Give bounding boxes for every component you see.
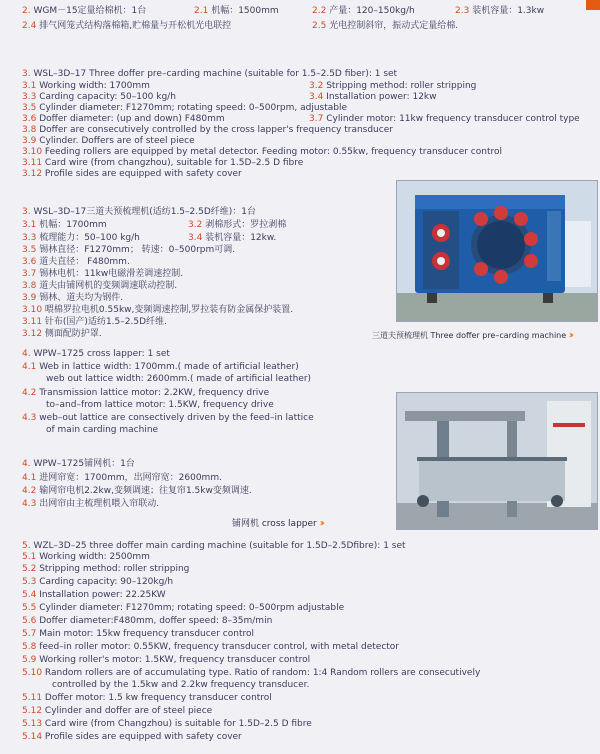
s3cn-title: 3. WSL–3D–17三道夫预梳理机(适纺1.5–2.5D纤维)：1台 xyxy=(22,207,257,217)
s5-1: 5.1 Working width: 2500mm xyxy=(22,552,150,562)
s3cn-7: 3.7 锡林电机：11kw电磁滑差调速控制. xyxy=(22,269,184,279)
s5-9: 5.9 Working roller's motor: 1.5KW, frequency transducer control xyxy=(22,655,311,665)
s3-7: 3.7 Cylinder motor: 11kw frequency transducer control type xyxy=(309,114,580,124)
line-2-2: 2.2 产量：120–150kg/h xyxy=(312,6,415,16)
s3-10: 3.10 Feeding rollers are equipped by metal detector. Feeding motor: 0.55kw, frequency transducer control xyxy=(22,147,503,157)
s4-2a: 4.2 Transmission lattice motor: 2.2KW, frequency drive xyxy=(22,388,270,398)
s4-1a: 4.1 Web in lattice width: 1700mm.( made of artificial leather) xyxy=(22,362,299,372)
s3cn-5: 3.5 锡林直径：F1270mm； 转速：0–500rpm可调. xyxy=(22,245,236,255)
s5-6: 5.6 Doffer diameter:F480mm, doffer speed: 8–35m/min xyxy=(22,616,273,626)
s4-2b: to–and–from lattice motor: 1.5KW, frequency drive xyxy=(46,400,274,410)
cross-lapper-caption: 铺网机 cross lapper ›› xyxy=(232,518,322,529)
s5-13: 5.13 Card wire (from Changzhou) is suitable for 1.5D–2.5 D fibre xyxy=(22,719,312,729)
s3-12: 3.12 Profile sides are equipped with safety cover xyxy=(22,169,242,179)
s5-11: 5.11 Doffer motor: 1.5 kw frequency transducer control xyxy=(22,693,272,703)
s4-1b: web out lattice width: 2600mm.( made of artificial leather) xyxy=(46,374,312,384)
s5-3: 5.3 Carding capacity: 90–120kg/h xyxy=(22,577,174,587)
s5-14: 5.14 Profile sides are equipped with safety cover xyxy=(22,732,242,742)
s3-1: 3.1 Working width: 1700mm xyxy=(22,81,150,91)
s3-9: 3.9 Cylinder. Doffers are of steel piece xyxy=(22,136,195,146)
s5-7: 5.7 Main motor: 15kw frequency transducer control xyxy=(22,629,254,639)
s3cn-3: 3.3 梳理能力：50–100 kg/h xyxy=(22,233,140,243)
s3cn-6: 3.6 道夫直径： F480mm. xyxy=(22,257,130,267)
s3cn-1: 3.1 机幅：1700mm xyxy=(22,220,107,230)
s5-5: 5.5 Cylinder diameter: F1270mm; rotating speed: 0–500rpm adjustable xyxy=(22,603,345,613)
s3-5: 3.5 Cylinder diameter: F1270mm; rotating speed: 0–500rpm, adjustable xyxy=(22,103,348,113)
s3-11: 3.11 Card wire (from changzhou), suitable for 1.5D–2.5 D fibre xyxy=(22,158,304,168)
s5-10b: controlled by the 1.5kw and 2.2kw frequency transducer. xyxy=(52,680,310,690)
s4-3a: 4.3 web–out lattice are consectively driven by the feed–in lattice xyxy=(22,413,314,423)
s3-2: 3.2 Stripping method: roller stripping xyxy=(309,81,477,91)
s4cn-3: 4.3 出网帘由主梳理机喂入帘联动. xyxy=(22,499,160,509)
s5-4: 5.4 Installation power: 22.25KW xyxy=(22,590,166,600)
cross-lapper-image xyxy=(397,393,597,529)
s4cn-1: 4.1 进网帘宽：1700mm，出网帘宽：2600mm. xyxy=(22,473,222,483)
line-2-5: 2.5 光电控制斜帘，振动式定量给棉. xyxy=(312,21,459,31)
line-2-4: 2.4 排气网笼式结构落棉箱,贮棉量与开松机光电联控 xyxy=(22,21,232,31)
s4cn-title: 4. WPW–1725铺网机：1台 xyxy=(22,459,135,469)
pre-carding-caption: 三道夫预梳理机 Three doffer pre–carding machine ›› xyxy=(372,330,571,341)
s3cn-12: 3.12 侧面配防护罩. xyxy=(22,329,102,339)
s3cn-9: 3.9 锡林、道夫均为钢件. xyxy=(22,293,124,303)
line-2: 2. WGM－15定量给棉机：1台 xyxy=(22,6,147,16)
s3-6: 3.6 Doffer diameter: (up and down) F480mm xyxy=(22,114,225,124)
s5-10: 5.10 Random rollers are of accumulating type. Ratio of random: 1:4 Random rollers are consecutively xyxy=(22,668,481,678)
double-chevron-right-icon: ›› xyxy=(568,330,571,341)
s5-title: 5. WZL–3D–25 three doffer main carding machine (suitable for 1.5D–2.5Dfibre): 1 set xyxy=(22,541,406,551)
line-2-1: 2.1 机幅：1500mm xyxy=(194,6,279,16)
s4cn-2: 4.2 输网帘电机2.2kw,变频调速；往复帘1.5kw变频调速. xyxy=(22,486,252,496)
s3-4: 3.4 Installation power: 12kw xyxy=(309,92,437,102)
s3cn-8: 3.8 道夫由铺网机的变频调速联动控制. xyxy=(22,281,178,291)
double-chevron-right-icon: ›› xyxy=(319,518,322,529)
pre-carding-machine-image xyxy=(397,181,597,321)
s5-12: 5.12 Cylinder and doffer are of steel piece xyxy=(22,706,213,716)
s5-8: 5.8 feed–in roller motor: 0.55KW, frequency transducer control, with metal detector xyxy=(22,642,400,652)
s4-title: 4. WPW–1725 cross lapper: 1 set xyxy=(22,349,170,359)
s3cn-10: 3.10 喂棉罗拉电机0.55kw,变频调速控制,罗拉装有防金属保护装置. xyxy=(22,305,294,315)
s3-3: 3.3 Carding capacity: 50–100 kg/h xyxy=(22,92,176,102)
cross-lapper-photo xyxy=(396,392,598,530)
s3-8: 3.8 Doffer are consecutively controlled by the cross lapper's frequency transducer xyxy=(22,125,393,135)
s3cn-4: 3.4 装机容量：12kw. xyxy=(188,233,277,243)
pre-carding-machine-photo xyxy=(396,180,598,322)
s5-2: 5.2 Stripping method: roller stripping xyxy=(22,564,190,574)
line-2-3: 2.3 装机容量：1.3kw xyxy=(455,6,545,16)
corner-tab xyxy=(586,0,600,10)
s3cn-11: 3.11 针布(国产)适纺1.5–2.5D纤维. xyxy=(22,317,167,327)
s3-title: 3. WSL–3D–17 Three doffer pre–carding machine (suitable for 1.5–2.5D fiber): 1 set xyxy=(22,69,398,79)
s4-3b: of main carding machine xyxy=(46,425,159,435)
s3cn-2: 3.2 剥棉形式：罗拉剥棉 xyxy=(188,220,287,230)
